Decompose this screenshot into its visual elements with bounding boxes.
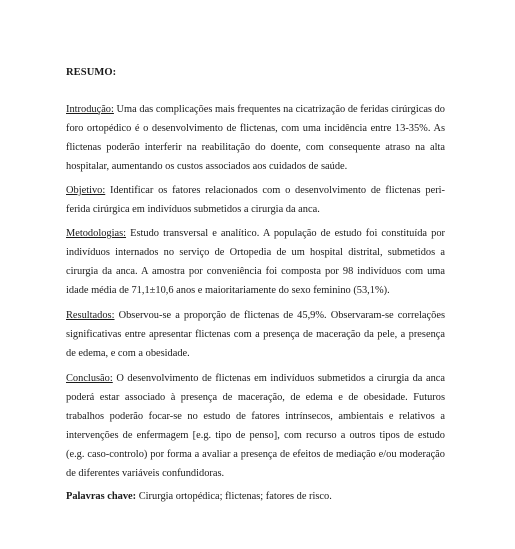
section-text-palavras-chave: Cirurgia ortopédica; flictenas; fatores de risco.: [136, 491, 332, 502]
section-text-metodologias: Estudo transversal e analítico. A população de estudo foi constituída por indivíduos internados no serviço de Ortopedia de um hospital distrital, submetidos a cirurgia da anca. A amostra por conveniência foi composta por 98 indivíduos com uma idade média de 71,1±10,6 anos e maioritariamente do sexo feminino (53,1%).: [66, 228, 445, 296]
section-text-resultados: Observou-se a proporção de flictenas de 45,9%. Observaram-se correlações significativas entre apresentar flictenas com a presença de maceração da pele, a presença de edema, e com a obesidade.: [66, 310, 445, 359]
abstract-heading: RESUMO:: [66, 67, 117, 78]
section-metodologias: [66, 224, 445, 300]
section-label-metodologias: Metodologias:: [66, 228, 127, 239]
section-objetivo: [66, 181, 445, 219]
section-introducao: [66, 100, 445, 176]
section-text-conclusao: O desenvolvimento de flictenas em indivíduos submetidos a cirurgia da anca poderá estar associado à presença de maceração, de edema e de obesidade. Futuros trabalhos poderão focar-se no estudo de fatores intrínsecos, ambientais e relativos a intervenções de enfermagem [e.g. tipo de penso], com recurso a outros tipos de estudo (e.g. caso-controlo) por forma a avaliar a presença de efeitos de mediação e/ou moderação de diferentes variáveis confundidoras.: [66, 373, 445, 479]
section-conclusao: [66, 369, 445, 483]
section-label-palavras-chave: Palavras chave:: [66, 491, 137, 502]
section-resultados: [66, 306, 445, 363]
section-label-introducao: Introdução:: [66, 104, 114, 115]
section-text-objetivo: Identificar os fatores relacionados com o desenvolvimento de flictenas peri-ferida cirúrgica em indivíduos submetidos a cirurgia da anca.: [66, 185, 445, 215]
section-label-conclusao: Conclusão:: [66, 373, 113, 384]
section-label-resultados: Resultados:: [66, 310, 115, 321]
section-text-introducao: Uma das complicações mais frequentes na cicatrização de feridas cirúrgicas do foro ortopédico é o desenvolvimento de flictenas, com uma incidência entre 13-35%. As flictenas poderão interferir na reabilitação do doente, com consequente atraso na alta hospitalar, aumentando os custos associados aos cuidados de saúde.: [66, 104, 445, 172]
section-palavras-chave: [66, 487, 445, 506]
section-label-objetivo: Objetivo:: [66, 185, 106, 196]
